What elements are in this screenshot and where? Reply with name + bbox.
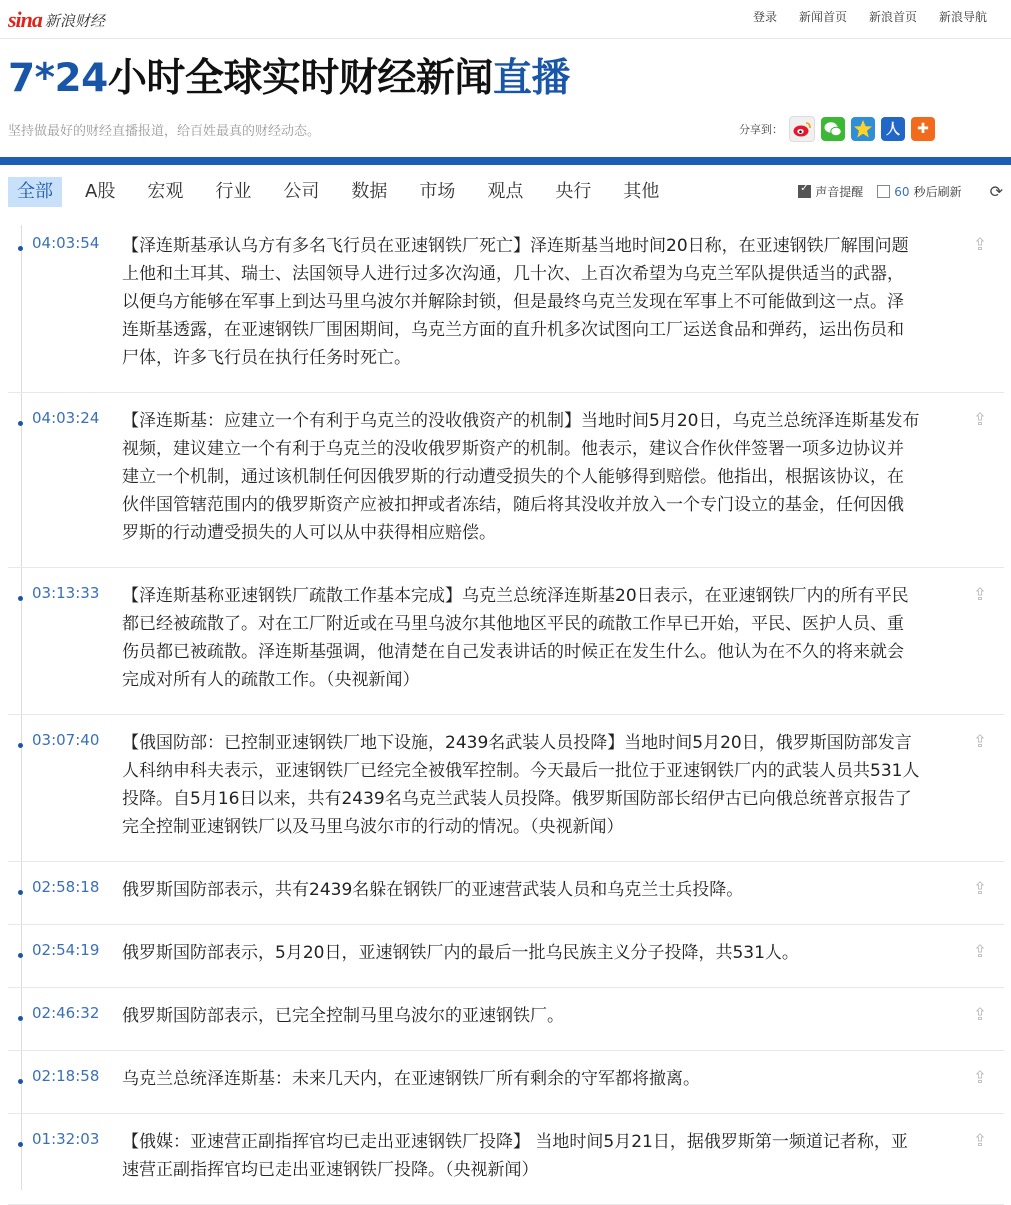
share-icon[interactable]: ⇪ <box>972 410 988 430</box>
timeline-dot <box>18 953 23 958</box>
feed-time: 02:58:18 <box>32 878 100 896</box>
tab-opinion[interactable]: 观点 <box>487 181 524 202</box>
login-link[interactable]: 登录 <box>752 10 777 24</box>
share-icon[interactable]: ⇪ <box>972 879 988 899</box>
refresh-suffix-label: 秒后刷新 <box>913 185 962 199</box>
sina-finance-logo[interactable] <box>8 8 105 32</box>
feed-item <box>8 988 1004 1051</box>
tab-data[interactable]: 数据 <box>351 181 388 202</box>
feed-text: 俄罗斯国防部表示，5月20日，亚速钢铁厂内的最后一批乌民族主义分子投降，共531人。 <box>122 943 799 963</box>
share-icon[interactable]: ⇪ <box>972 235 988 255</box>
sound-alert-checkbox[interactable] <box>798 185 811 198</box>
refresh-countdown: 60 <box>894 184 910 199</box>
share-icon[interactable]: ⇪ <box>972 942 988 962</box>
feed-text: 【泽连斯基称亚速钢铁厂疏散工作基本完成】乌克兰总统泽连斯基20日表示，在亚速钢铁厂内的所有平民都已经被疏散了。对在工厂附近或在马里乌波尔其他地区平民的疏散工作早已开始，平民、医护人员、重伤员都已被疏散。泽连斯基强调，他清楚在自己发表讲话的时候正在发生什么。他认为在不久的将来就会完成对所有人的疏散工作。（央视新闻） <box>122 586 909 690</box>
auto-refresh-checkbox[interactable] <box>877 185 890 198</box>
top-links <box>753 8 987 25</box>
feed-item <box>8 393 1004 568</box>
feed-text: 【俄国防部：已控制亚速钢铁厂地下设施，2439名武装人员投降】当地时间5月20日，俄罗斯国防部发言人科纳申科夫表示，亚速钢铁厂已经完全被俄军控制。今天最后一批位于亚速钢铁厂内的武装人员共531人投降。自5月16日以来，共有2439名乌克兰武装人员投降。俄罗斯国防部长绍伊古已向俄总统普京报告了完全控制亚速钢铁厂以及马里乌波尔市的行动的情况。（央视新闻） <box>122 733 920 837</box>
news-feed <box>8 218 1004 1205</box>
category-tabs <box>8 177 682 207</box>
renren-icon[interactable]: 人 <box>881 117 905 141</box>
feed-time: 04:03:54 <box>32 234 100 252</box>
slogan: 坚持做最好的财经直播报道，给百姓最真的财经动态。 <box>8 124 321 139</box>
news-home-link[interactable]: 新闻首页 <box>798 10 847 24</box>
feed-item <box>8 715 1004 862</box>
refresh-icon[interactable]: ⟳ <box>989 182 1003 201</box>
wechat-icon[interactable] <box>821 117 845 141</box>
tab-market[interactable]: 市场 <box>419 181 456 202</box>
timeline-dot <box>18 743 23 748</box>
top-bar <box>0 0 1011 39</box>
tab-all[interactable]: 全部 <box>8 177 62 207</box>
timeline-dot <box>18 1016 23 1021</box>
sina-nav-link[interactable]: 新浪导航 <box>938 10 987 24</box>
feed-text: 俄罗斯国防部表示，已完全控制马里乌波尔的亚速钢铁厂。 <box>122 1006 564 1026</box>
share-label: 分享到： <box>739 123 783 136</box>
timeline-dot <box>18 890 23 895</box>
timeline-dot <box>18 596 23 601</box>
feed-time: 03:13:33 <box>32 584 100 602</box>
sound-alert-label: 声音提醒 <box>815 185 864 199</box>
share-icon[interactable]: ⇪ <box>972 1131 988 1151</box>
title-part-2: 小时全球实时财经新闻 <box>107 56 493 101</box>
timeline-dot <box>18 246 23 251</box>
feed-item <box>8 568 1004 715</box>
timeline-dot <box>18 421 23 426</box>
sina-logo-mark: sina <box>8 7 42 32</box>
feed-time: 03:07:40 <box>32 731 100 749</box>
share-icon[interactable]: ⇪ <box>972 732 988 752</box>
feed-time: 02:18:58 <box>32 1067 100 1085</box>
title-part-3: 直播 <box>492 56 570 101</box>
feed-text: 【俄媒：亚速营正副指挥官均已走出亚速钢铁厂投降】 当地时间5月21日，据俄罗斯第一频道记者称，亚速营正副指挥官均已走出亚速钢铁厂投降。（央视新闻） <box>122 1132 908 1180</box>
tab-other[interactable]: 其他 <box>623 181 660 202</box>
feed-text: 【泽连斯基：应建立一个有利于乌克兰的没收俄资产的机制】当地时间5月20日，乌克兰总统泽连斯基发布视频，建议建立一个有利于乌克兰的没收俄罗斯资产的机制。他表示，建议合作伙伴签署一项多边协议并建立一个机制，通过该机制任何因俄罗斯的行动遭受损失的个人能够得到赔偿。他指出，根据该协议，在伙伴国管辖范围内的俄罗斯资产应被扣押或者冻结，随后将其没收并放入一个专门设立的基金，任何因俄罗斯的行动遭受损失的人可以从中获得相应赔偿。 <box>122 411 920 543</box>
feed-item <box>8 218 1004 393</box>
tab-company[interactable]: 公司 <box>283 181 320 202</box>
feed-time: 02:54:19 <box>32 941 100 959</box>
timeline-dot <box>18 1079 23 1084</box>
share-icon[interactable]: ⇪ <box>972 1005 988 1025</box>
share-bar <box>739 116 935 142</box>
feed-controls <box>798 182 1003 201</box>
tab-a-shares[interactable]: A股 <box>85 181 116 202</box>
feed-time: 01:32:03 <box>32 1130 100 1148</box>
page-title <box>8 52 570 106</box>
sina-home-link[interactable]: 新浪首页 <box>868 10 917 24</box>
feed-time: 02:46:32 <box>32 1004 100 1022</box>
feed-item <box>8 925 1004 988</box>
feed-text: 俄罗斯国防部表示，共有2439名躲在钢铁厂的亚速营武装人员和乌克兰士兵投降。 <box>122 880 744 900</box>
weibo-icon[interactable] <box>789 116 815 142</box>
accent-bar <box>0 157 1011 165</box>
more-plus-icon[interactable]: ✚ <box>911 117 935 141</box>
title-part-1: 7*24 <box>8 56 108 101</box>
timeline-dot <box>18 1142 23 1147</box>
feed-item <box>8 862 1004 925</box>
feed-time: 04:03:24 <box>32 409 100 427</box>
feed-item <box>8 1114 1004 1205</box>
feed-text: 【泽连斯基承认乌方有多名飞行员在亚速钢铁厂死亡】泽连斯基当地时间20日称，在亚速钢铁厂解围问题上他和土耳其、瑞士、法国领导人进行过多次沟通，几十次、上百次希望为乌克兰军队提供适当的武器，以便乌方能够在军事上到达马里乌波尔并解除封锁，但是最终乌克兰发现在军事上不可能做到这一点。泽连斯基透露，在亚速钢铁厂围困期间，乌克兰方面的直升机多次试图向工厂运送食品和弹药，运出伤员和尸体，许多飞行员在执行任务时死亡。 <box>122 236 909 368</box>
tab-central-bank[interactable]: 央行 <box>555 181 592 202</box>
logo-text: 新浪财经 <box>44 11 105 30</box>
tab-macro[interactable]: 宏观 <box>147 181 184 202</box>
feed-item <box>8 1051 1004 1114</box>
share-icon[interactable]: ⇪ <box>972 585 988 605</box>
feed-text: 乌克兰总统泽连斯基：未来几天内，在亚速钢铁厂所有剩余的守军都将撤离。 <box>122 1069 700 1089</box>
share-icon[interactable]: ⇪ <box>972 1068 988 1088</box>
tab-industry[interactable]: 行业 <box>215 181 252 202</box>
qzone-icon[interactable] <box>851 117 875 141</box>
